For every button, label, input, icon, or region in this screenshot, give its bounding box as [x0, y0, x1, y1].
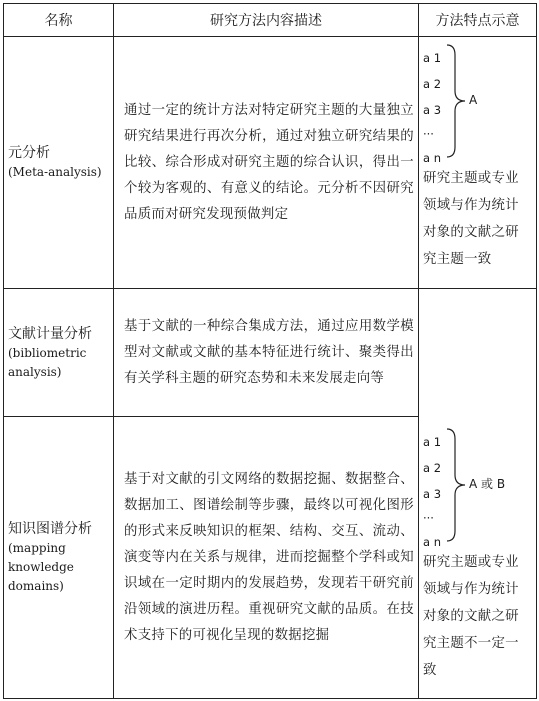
feature-diagram: [419, 37, 537, 165]
method-name-en: (bibliometric analysis): [8, 345, 87, 379]
method-feature-cell: [419, 289, 537, 699]
method-name-cell: [4, 417, 114, 699]
right-brace-icon: [445, 427, 469, 543]
diagram-item: a 2: [423, 77, 442, 91]
diagram-item: ···: [423, 127, 434, 141]
diagram-item: a 2: [423, 461, 442, 475]
table-row: [4, 37, 537, 289]
header-row: [4, 4, 537, 37]
diagram-item: a n: [423, 535, 441, 549]
method-feature-cell: [419, 37, 537, 289]
method-description: 基于文献的一种综合集成方法，通过应用数学模型对文献或文献的基本特征进行统计、聚类得出有关学科主题的研究态势和未来发展走向等: [114, 289, 419, 417]
diagram-item: a 1: [423, 51, 442, 65]
method-name-en: (mapping knowledge domains): [8, 541, 74, 593]
method-name-zh: 元分析: [8, 145, 50, 161]
header-name: 名称: [4, 4, 114, 37]
diagram-item: a 1: [423, 435, 442, 449]
table-row: [4, 289, 537, 417]
method-description: 基于对文献的引文网络的数据挖掘、数据整合、数据加工、图谱绘制等步骤，最终以可视化图形的形式来反映知识的框架、结构、交互、流动、演变等内在关系与规律，进而挖掘整个学科或知识域在一定时期内的发展趋势，发现若干研究前沿领域的演进历程。重视研究文献的品质。在技术支持下的可视化呈现的数据挖掘: [114, 417, 419, 699]
right-brace-icon: [445, 43, 469, 159]
feature-spacer: [419, 303, 536, 421]
feature-diagram: [419, 421, 537, 549]
method-name-cell: [4, 37, 114, 289]
header-description: 研究方法内容描述: [114, 4, 419, 37]
method-name-en: (Meta-analysis): [8, 165, 102, 179]
diagram-item: a 3: [423, 103, 442, 117]
page: [3, 3, 536, 698]
diagram-tag: A: [469, 93, 478, 107]
diagram-item: ···: [423, 511, 434, 525]
methods-table: [3, 3, 537, 699]
diagram-tag: A 或 B: [469, 477, 506, 491]
method-name-cell: [4, 289, 114, 417]
diagram-item: a 3: [423, 487, 442, 501]
header-feature: 方法特点示意: [419, 4, 537, 37]
method-name-zh: 文献计量分析: [8, 325, 92, 342]
feature-text: 研究主题或专业领域与作为统计对象的文献之研究主题不一定一致: [423, 555, 519, 678]
diagram-item: a n: [423, 151, 441, 165]
method-description: 通过一定的统计方法对特定研究主题的大量独立研究结果进行再次分析，通过对独立研究结果的比较、综合形成对研究主题的综合认识，得出一个较为客观的、有意义的结论。元分析不因研究品质而对研究发现预做判定: [114, 37, 419, 289]
method-name-zh: 知识图谱分析: [8, 521, 92, 537]
feature-text: 研究主题或专业领域与作为统计对象的文献之研究主题一致: [423, 171, 519, 267]
